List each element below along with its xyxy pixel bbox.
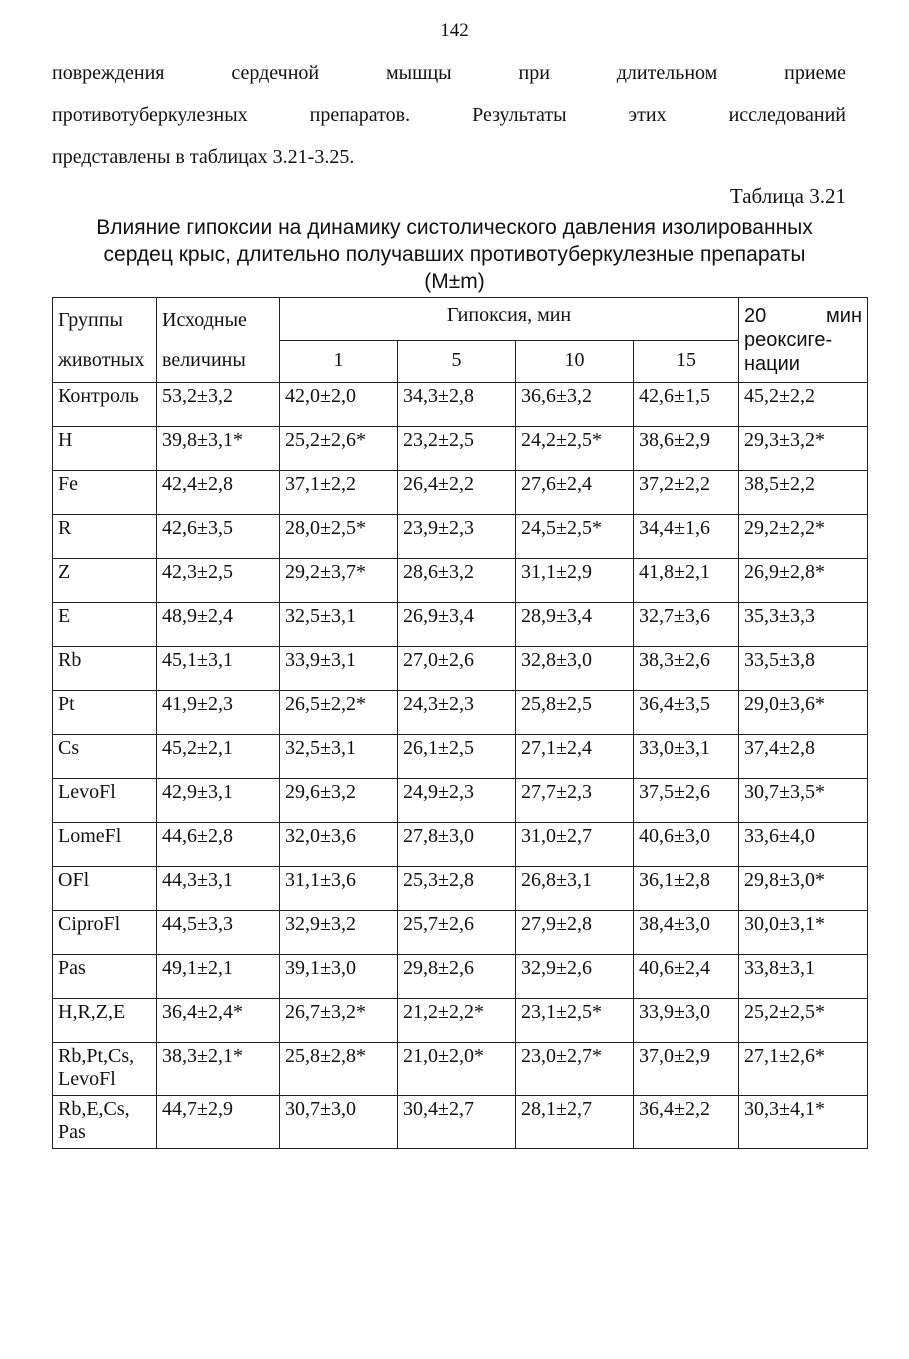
header-t5: 5 bbox=[398, 340, 516, 383]
page-number: 142 bbox=[440, 20, 469, 41]
cell-initial: 42,3±2,5 bbox=[157, 559, 280, 603]
cell-t5: 28,6±3,2 bbox=[398, 559, 516, 603]
table-title bbox=[40, 214, 869, 295]
cell-reox: 45,2±2,2 bbox=[739, 383, 868, 427]
cell-t1: 31,1±3,6 bbox=[280, 867, 398, 911]
cell-t10: 27,9±2,8 bbox=[516, 911, 634, 955]
cell-group-line1: Rb,Pt,Cs, bbox=[58, 1045, 135, 1067]
cell-t5: 26,1±2,5 bbox=[398, 735, 516, 779]
cell-reox: 29,3±3,2* bbox=[739, 427, 868, 471]
cell-t10: 27,1±2,4 bbox=[516, 735, 634, 779]
cell-initial: 41,9±2,3 bbox=[157, 691, 280, 735]
table-row bbox=[53, 779, 868, 823]
cell-initial: 45,2±2,1 bbox=[157, 735, 280, 779]
table-row bbox=[53, 515, 868, 559]
cell-t5: 25,3±2,8 bbox=[398, 867, 516, 911]
cell-t15: 40,6±2,4 bbox=[634, 955, 739, 999]
header-initial bbox=[157, 298, 280, 383]
table-row bbox=[53, 603, 868, 647]
header-reoxygenation bbox=[739, 298, 868, 383]
cell-t15: 34,4±1,6 bbox=[634, 515, 739, 559]
cell-t5: 26,4±2,2 bbox=[398, 471, 516, 515]
cell-group: LevoFl bbox=[53, 779, 157, 823]
cell-t10: 23,1±2,5* bbox=[516, 999, 634, 1043]
cell-reox: 26,9±2,8* bbox=[739, 559, 868, 603]
cell-reox: 29,0±3,6* bbox=[739, 691, 868, 735]
cell-group: LomeFl bbox=[53, 823, 157, 867]
header-initial-line1: Исходные bbox=[162, 309, 247, 331]
cell-t5: 21,0±2,0* bbox=[398, 1043, 516, 1096]
cell-t1: 37,1±2,2 bbox=[280, 471, 398, 515]
cell-t5: 27,0±2,6 bbox=[398, 647, 516, 691]
cell-group: R bbox=[53, 515, 157, 559]
cell-t15: 38,3±2,6 bbox=[634, 647, 739, 691]
cell-t10: 31,0±2,7 bbox=[516, 823, 634, 867]
header-reox-20: 20 bbox=[744, 305, 767, 327]
table-row bbox=[53, 911, 868, 955]
cell-t1: 29,6±3,2 bbox=[280, 779, 398, 823]
header-t10: 10 bbox=[516, 340, 634, 383]
table-row bbox=[53, 1096, 868, 1149]
header-groups-line1: Группы bbox=[58, 309, 123, 331]
cell-t1: 29,2±3,7* bbox=[280, 559, 398, 603]
cell-reox: 27,1±2,6* bbox=[739, 1043, 868, 1096]
cell-t5: 27,8±3,0 bbox=[398, 823, 516, 867]
table-title-line-2: сердец крыс, длительно получавших противотуберкулезные препараты bbox=[103, 243, 806, 266]
cell-group: OFl bbox=[53, 867, 157, 911]
paragraph-line-1: повреждения сердечной мышцы при длительном приеме bbox=[52, 62, 846, 84]
cell-t15: 42,6±1,5 bbox=[634, 383, 739, 427]
table-row bbox=[53, 383, 868, 427]
cell-t15: 37,0±2,9 bbox=[634, 1043, 739, 1096]
table-label: Таблица 3.21 bbox=[729, 184, 846, 208]
cell-t5: 23,2±2,5 bbox=[398, 427, 516, 471]
cell-group: E bbox=[53, 603, 157, 647]
cell-initial: 45,1±3,1 bbox=[157, 647, 280, 691]
cell-t1: 25,2±2,6* bbox=[280, 427, 398, 471]
cell-initial: 36,4±2,4* bbox=[157, 999, 280, 1043]
cell-t1: 32,9±3,2 bbox=[280, 911, 398, 955]
cell-group bbox=[53, 1096, 157, 1149]
cell-t1: 32,0±3,6 bbox=[280, 823, 398, 867]
cell-t5: 25,7±2,6 bbox=[398, 911, 516, 955]
cell-reox: 29,8±3,0* bbox=[739, 867, 868, 911]
cell-reox: 33,8±3,1 bbox=[739, 955, 868, 999]
cell-group-line1: Rb,E,Cs, bbox=[58, 1098, 130, 1120]
cell-group: H bbox=[53, 427, 157, 471]
cell-initial: 44,7±2,9 bbox=[157, 1096, 280, 1149]
cell-group: Pas bbox=[53, 955, 157, 999]
table-row bbox=[53, 691, 868, 735]
cell-reox: 30,3±4,1* bbox=[739, 1096, 868, 1149]
cell-initial: 39,8±3,1* bbox=[157, 427, 280, 471]
cell-t1: 28,0±2,5* bbox=[280, 515, 398, 559]
cell-t15: 41,8±2,1 bbox=[634, 559, 739, 603]
cell-t10: 27,6±2,4 bbox=[516, 471, 634, 515]
intro-paragraph bbox=[52, 52, 846, 178]
cell-t5: 21,2±2,2* bbox=[398, 999, 516, 1043]
cell-t10: 27,7±2,3 bbox=[516, 779, 634, 823]
table-title-line-3: (M±m) bbox=[424, 270, 485, 293]
cell-group: Fe bbox=[53, 471, 157, 515]
cell-t1: 32,5±3,1 bbox=[280, 603, 398, 647]
cell-t10: 32,8±3,0 bbox=[516, 647, 634, 691]
cell-t15: 38,4±3,0 bbox=[634, 911, 739, 955]
cell-t15: 37,5±2,6 bbox=[634, 779, 739, 823]
header-reox-line2: реоксиге- bbox=[744, 329, 833, 351]
cell-t15: 36,1±2,8 bbox=[634, 867, 739, 911]
cell-group-line2: Pas bbox=[58, 1121, 86, 1143]
cell-t15: 40,6±3,0 bbox=[634, 823, 739, 867]
cell-initial: 49,1±2,1 bbox=[157, 955, 280, 999]
cell-t10: 25,8±2,5 bbox=[516, 691, 634, 735]
cell-reox: 33,6±4,0 bbox=[739, 823, 868, 867]
paragraph-line-2: противотуберкулезных препаратов. Результаты этих исследований bbox=[52, 104, 846, 126]
table-row bbox=[53, 471, 868, 515]
cell-initial: 42,6±3,5 bbox=[157, 515, 280, 559]
cell-reox: 30,0±3,1* bbox=[739, 911, 868, 955]
table-row bbox=[53, 955, 868, 999]
header-t1: 1 bbox=[280, 340, 398, 383]
cell-t1: 26,7±3,2* bbox=[280, 999, 398, 1043]
table-row bbox=[53, 427, 868, 471]
cell-t5: 26,9±3,4 bbox=[398, 603, 516, 647]
cell-t15: 36,4±2,2 bbox=[634, 1096, 739, 1149]
cell-group: Контроль bbox=[53, 383, 157, 427]
cell-group: H,R,Z,E bbox=[53, 999, 157, 1043]
cell-reox: 38,5±2,2 bbox=[739, 471, 868, 515]
cell-initial: 44,3±3,1 bbox=[157, 867, 280, 911]
cell-t5: 24,9±2,3 bbox=[398, 779, 516, 823]
cell-t15: 37,2±2,2 bbox=[634, 471, 739, 515]
cell-reox: 35,3±3,3 bbox=[739, 603, 868, 647]
table-row bbox=[53, 867, 868, 911]
cell-t5: 34,3±2,8 bbox=[398, 383, 516, 427]
cell-initial: 42,9±3,1 bbox=[157, 779, 280, 823]
cell-t1: 33,9±3,1 bbox=[280, 647, 398, 691]
cell-t5: 24,3±2,3 bbox=[398, 691, 516, 735]
header-groups-line2: животных bbox=[58, 349, 145, 371]
cell-reox: 25,2±2,5* bbox=[739, 999, 868, 1043]
table-row bbox=[53, 559, 868, 603]
cell-group: CiproFl bbox=[53, 911, 157, 955]
cell-group-line2: LevoFl bbox=[58, 1068, 116, 1090]
cell-t1: 42,0±2,0 bbox=[280, 383, 398, 427]
cell-t15: 38,6±2,9 bbox=[634, 427, 739, 471]
cell-t10: 24,5±2,5* bbox=[516, 515, 634, 559]
cell-t5: 29,8±2,6 bbox=[398, 955, 516, 999]
cell-group bbox=[53, 1043, 157, 1096]
cell-initial: 44,6±2,8 bbox=[157, 823, 280, 867]
cell-group: Cs bbox=[53, 735, 157, 779]
table-row bbox=[53, 647, 868, 691]
header-reox-min: мин bbox=[826, 305, 862, 327]
cell-t15: 33,0±3,1 bbox=[634, 735, 739, 779]
cell-t15: 32,7±3,6 bbox=[634, 603, 739, 647]
cell-t5: 23,9±2,3 bbox=[398, 515, 516, 559]
cell-t10: 23,0±2,7* bbox=[516, 1043, 634, 1096]
data-table bbox=[52, 297, 868, 1149]
cell-group: Pt bbox=[53, 691, 157, 735]
cell-t1: 32,5±3,1 bbox=[280, 735, 398, 779]
header-hypoxia: Гипоксия, мин bbox=[280, 298, 739, 341]
header-reox-line3: нации bbox=[744, 353, 800, 375]
cell-initial: 38,3±2,1* bbox=[157, 1043, 280, 1096]
cell-t1: 30,7±3,0 bbox=[280, 1096, 398, 1149]
cell-group: Rb bbox=[53, 647, 157, 691]
cell-t15: 33,9±3,0 bbox=[634, 999, 739, 1043]
table-row bbox=[53, 823, 868, 867]
cell-t10: 26,8±3,1 bbox=[516, 867, 634, 911]
cell-t10: 32,9±2,6 bbox=[516, 955, 634, 999]
table-row bbox=[53, 735, 868, 779]
table-row bbox=[53, 1043, 868, 1096]
cell-reox: 30,7±3,5* bbox=[739, 779, 868, 823]
table-title-line-1: Влияние гипоксии на динамику систолического давления изолированных bbox=[96, 216, 813, 239]
cell-t10: 31,1±2,9 bbox=[516, 559, 634, 603]
cell-t10: 36,6±3,2 bbox=[516, 383, 634, 427]
table-row bbox=[53, 999, 868, 1043]
header-t15: 15 bbox=[634, 340, 739, 383]
cell-t1: 26,5±2,2* bbox=[280, 691, 398, 735]
header-initial-line2: величины bbox=[162, 349, 246, 371]
cell-t10: 28,9±3,4 bbox=[516, 603, 634, 647]
cell-t10: 24,2±2,5* bbox=[516, 427, 634, 471]
cell-group: Z bbox=[53, 559, 157, 603]
cell-initial: 42,4±2,8 bbox=[157, 471, 280, 515]
cell-t15: 36,4±3,5 bbox=[634, 691, 739, 735]
cell-t5: 30,4±2,7 bbox=[398, 1096, 516, 1149]
cell-initial: 44,5±3,3 bbox=[157, 911, 280, 955]
cell-t1: 25,8±2,8* bbox=[280, 1043, 398, 1096]
cell-initial: 48,9±2,4 bbox=[157, 603, 280, 647]
cell-initial: 53,2±3,2 bbox=[157, 383, 280, 427]
header-groups bbox=[53, 298, 157, 383]
paragraph-line-3: представлены в таблицах 3.21-3.25. bbox=[52, 146, 355, 168]
cell-t1: 39,1±3,0 bbox=[280, 955, 398, 999]
cell-t10: 28,1±2,7 bbox=[516, 1096, 634, 1149]
cell-reox: 37,4±2,8 bbox=[739, 735, 868, 779]
cell-reox: 33,5±3,8 bbox=[739, 647, 868, 691]
cell-reox: 29,2±2,2* bbox=[739, 515, 868, 559]
